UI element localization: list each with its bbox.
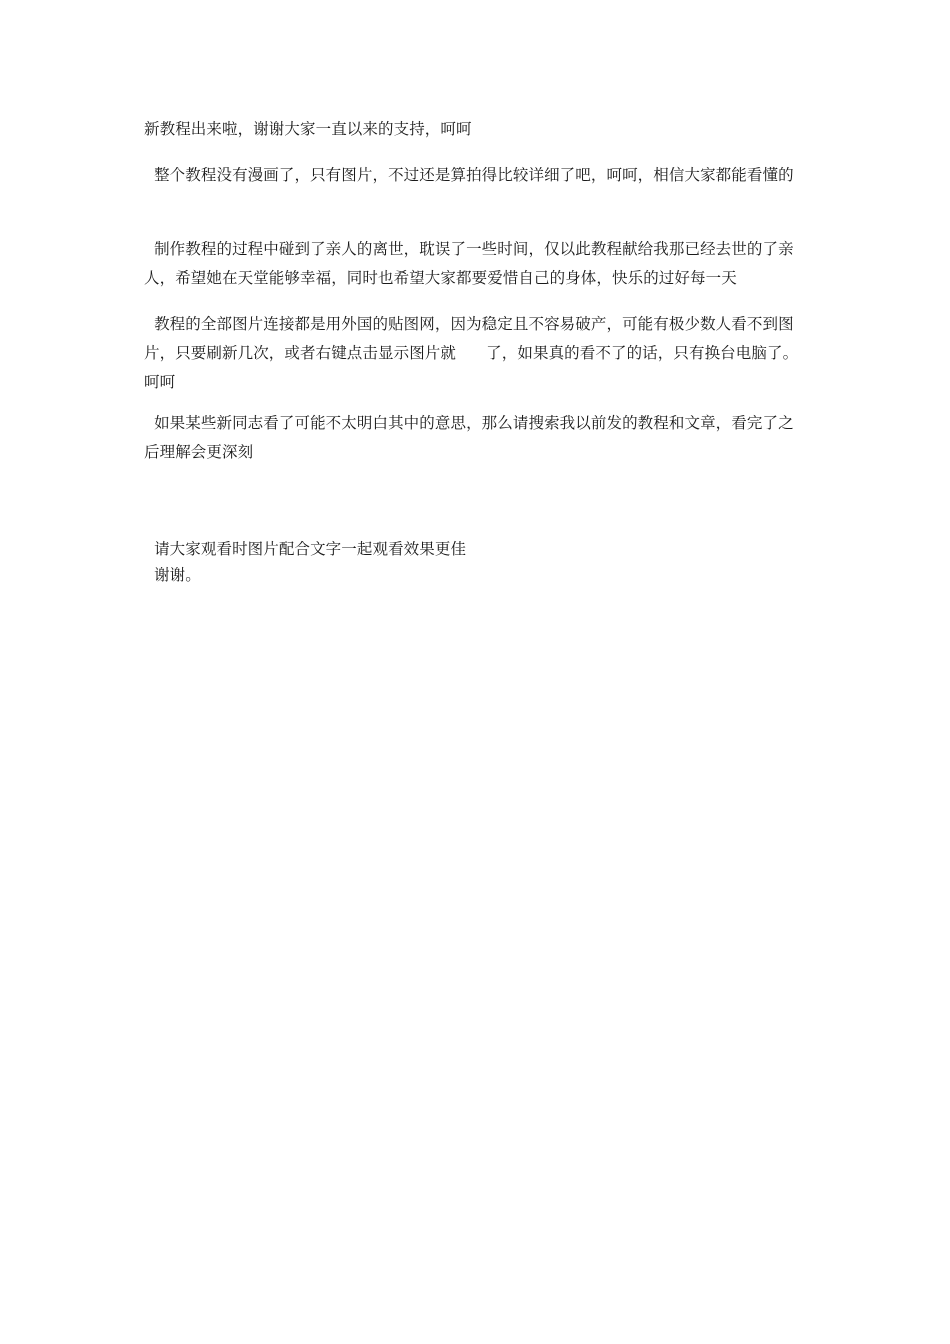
paragraph-image-hosting: 教程的全部图片连接都是用外国的贴图网，因为稳定且不容易破产，可能有极少数人看不到图片，只要刷新几次，或者右键点击显示图片就 了，如果真的看不了的话，只有换台电脑了。呵呵: [144, 315, 799, 391]
paragraph-no-comics: 整个教程没有漫画了，只有图片，不过还是算拍得比较详细了吧，呵呵，相信大家都能看懂的: [144, 166, 794, 184]
paragraph-thanks: 谢谢。: [144, 566, 201, 584]
paragraph-viewing-tip: 请大家观看时图片配合文字一起观看效果更佳: [144, 540, 467, 558]
paragraph-newcomers: 如果某些新同志看了可能不太明白其中的意思，那么请搜索我以前发的教程和文章，看完了之后理解会更深刻: [144, 414, 794, 461]
paragraph-intro: 新教程出来啦，谢谢大家一直以来的支持，呵呵: [144, 120, 472, 138]
paragraph-dedication: 制作教程的过程中碰到了亲人的离世，耽误了一些时间，仅以此教程献给我那已经去世的了亲人，希望她在天堂能够幸福，同时也希望大家都要爱惜自己的身体，快乐的过好每一天: [144, 240, 794, 287]
